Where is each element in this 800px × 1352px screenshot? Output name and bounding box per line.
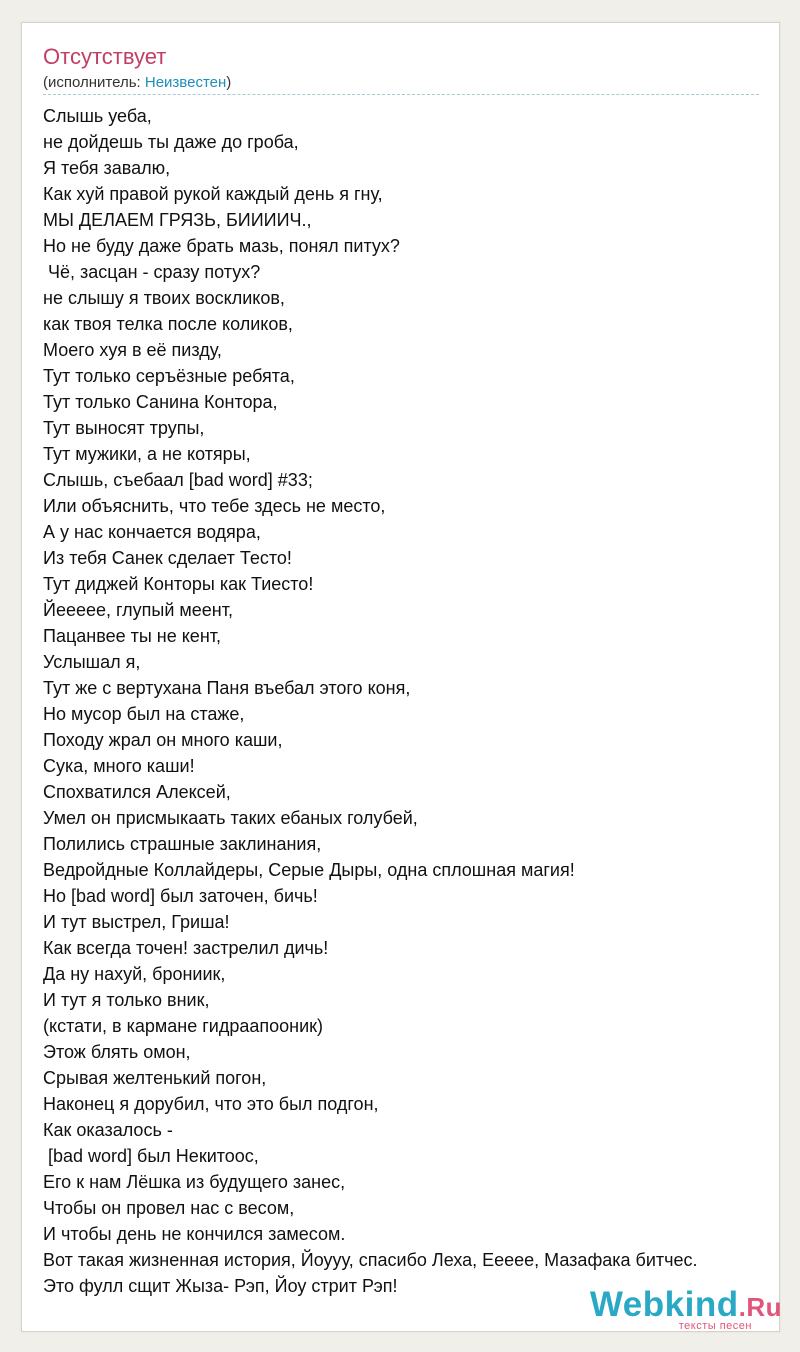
webkind-logo[interactable] xyxy=(582,1285,782,1331)
lyric-line: И чтобы день не кончился замесом. xyxy=(43,1224,346,1244)
lyric-line: Сука, много каши! xyxy=(43,756,195,776)
artist-line xyxy=(43,73,231,93)
lyric-line: Слышь уеба, xyxy=(43,106,152,126)
lyric-line: Этож блять омон, xyxy=(43,1042,191,1062)
title-divider xyxy=(43,94,759,95)
lyric-line: Но не буду даже брать мазь, понял питух? xyxy=(43,236,400,256)
lyric-line: И тут я только вник, xyxy=(43,990,210,1010)
lyric-line: Умел он присмыкаать таких ебаных голубей, xyxy=(43,808,418,828)
lyric-line: как твоя телка после коликов, xyxy=(43,314,293,334)
lyric-line: Как оказалось - xyxy=(43,1120,173,1140)
lyric-line: Походу жрал он много каши, xyxy=(43,730,283,750)
lyric-line: Это фулл сщит Жыза- Рэп, Йоу стрит Рэп! xyxy=(43,1276,398,1296)
lyric-line: Слышь, съебаал [bad word] #33; xyxy=(43,470,313,490)
lyric-line: И тут выстрел, Гриша! xyxy=(43,912,230,932)
lyric-line: Йеееее, глупый меент, xyxy=(43,600,233,620)
lyric-line: Вот такая жизненная история, Йоууу, спасибо Леха, Еееее, Мазафака битчес. xyxy=(43,1250,698,1270)
lyric-line: Тут же с вертухана Паня въебал этого коня, xyxy=(43,678,411,698)
artist-link[interactable]: Неизвестен xyxy=(144,74,227,91)
lyric-line: Как всегда точен! застрелил дичь! xyxy=(43,938,329,958)
lyric-line: Как хуй правой рукой каждый день я гну, xyxy=(43,184,383,204)
lyric-line: Спохватился Алексей, xyxy=(43,782,231,802)
lyric-line: Ведройдные Коллайдеры, Серые Дыры, одна сплошная магия! xyxy=(43,860,575,880)
lyric-line: Тут диджей Конторы как Тиесто! xyxy=(43,574,314,594)
lyric-line: (кстати, в кармане гидраапооник) xyxy=(43,1016,324,1036)
lyrics-text xyxy=(43,103,698,1299)
lyric-line: Или объяснить, что тебе здесь не место, xyxy=(43,496,386,516)
artist-close: ) xyxy=(226,74,232,91)
lyric-line: Из тебя Санек сделает Тесто! xyxy=(43,548,292,568)
lyric-line: Тут мужики, а не котяры, xyxy=(43,444,251,464)
lyric-line: Наконец я дорубил, что это был подгон, xyxy=(43,1094,379,1114)
lyric-line: Пацанвее ты не кент, xyxy=(43,626,222,646)
song-title: Отсутствует xyxy=(43,44,167,69)
lyric-line: Но мусор был на стаже, xyxy=(43,704,245,724)
lyric-line: А у нас кончается водяра, xyxy=(43,522,261,542)
lyric-line: Срывая желтенький погон, xyxy=(43,1068,267,1088)
logo-tagline: тексты песен xyxy=(678,1320,752,1332)
lyric-line: Тут выносят трупы, xyxy=(43,418,205,438)
lyric-line: Я тебя завалю, xyxy=(43,158,171,178)
logo-name: Webkind xyxy=(589,1285,739,1324)
lyric-line: Тут только серъёзные ребята, xyxy=(43,366,295,386)
lyric-line: Полились страшные заклинания, xyxy=(43,834,322,854)
artist-label: (исполнитель: xyxy=(43,74,145,91)
lyric-line: Да ну нахуй, брониик, xyxy=(43,964,226,984)
lyric-line: не дойдешь ты даже до гроба, xyxy=(43,132,299,152)
lyric-line: [bad word] был Некитоос, xyxy=(43,1146,259,1166)
lyric-line: Чтобы он провел нас с весом, xyxy=(43,1198,295,1218)
logo-tld: .Ru xyxy=(738,1292,782,1322)
lyric-line: Услышал я, xyxy=(43,652,141,672)
lyrics-card xyxy=(21,22,780,1332)
lyric-line: Чё, засцан - сразу потух? xyxy=(43,262,261,282)
lyric-line: Его к нам Лёшка из будущего занес, xyxy=(43,1172,346,1192)
lyric-line: Но [bad word] был заточен, бичь! xyxy=(43,886,318,906)
lyric-line: не слышу я твоих воскликов, xyxy=(43,288,285,308)
lyric-line: МЫ ДЕЛАЕМ ГРЯЗЬ, БИИИИЧ., xyxy=(43,210,312,230)
lyric-line: Тут только Санина Контора, xyxy=(43,392,278,412)
lyric-line: Моего хуя в её пизду, xyxy=(43,340,222,360)
